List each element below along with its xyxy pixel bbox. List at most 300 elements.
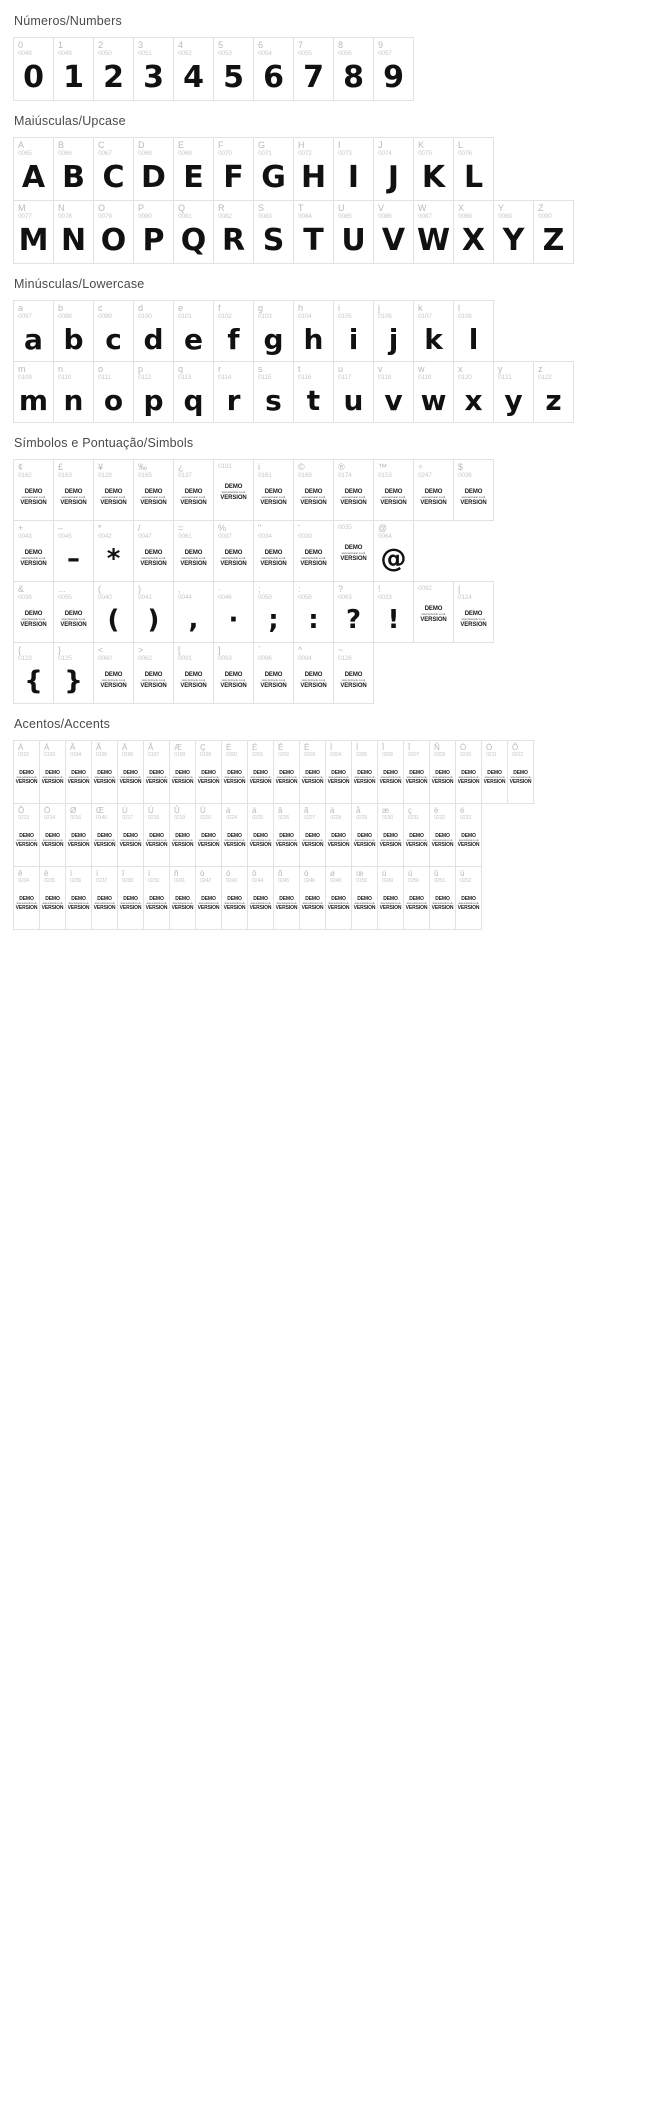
glyph-cell[interactable] — [195, 803, 222, 867]
glyph-cell[interactable] — [93, 200, 134, 264]
glyph-section — [0, 100, 661, 263]
glyph-cell[interactable] — [293, 520, 334, 582]
glyph-cell[interactable] — [533, 361, 574, 423]
glyph-meta — [214, 521, 253, 541]
glyph-cell[interactable] — [173, 300, 214, 362]
glyph-cell[interactable] — [293, 581, 334, 643]
glyph-preview: 3 — [143, 59, 164, 95]
glyph-cell[interactable] — [133, 520, 174, 582]
glyph-cell[interactable] — [293, 459, 334, 521]
glyph-cell[interactable] — [507, 740, 534, 804]
glyph-cell[interactable] — [413, 200, 454, 264]
glyph-cell[interactable] — [93, 642, 134, 704]
glyph-code-label: 0243 — [226, 878, 238, 885]
glyph-char-label: J — [378, 140, 383, 150]
glyph-cell[interactable] — [91, 740, 118, 804]
glyph-meta — [326, 741, 351, 759]
section-title: Acentos/Accents — [14, 717, 111, 731]
demo-watermark — [40, 822, 65, 866]
glyph-preview: C — [102, 159, 125, 195]
glyph-cell[interactable] — [221, 803, 248, 867]
demo-watermark — [196, 759, 221, 803]
glyph-cell[interactable] — [53, 520, 94, 582]
glyph-cell[interactable] — [213, 459, 254, 521]
glyph-cell[interactable] — [413, 459, 454, 521]
glyph-char-label: Ú — [148, 806, 154, 815]
glyph-cell[interactable] — [413, 300, 454, 362]
glyph-cell[interactable] — [253, 520, 294, 582]
glyph-meta — [378, 804, 403, 822]
glyph-char-label: ¿ — [178, 462, 184, 472]
glyph-cell[interactable] — [143, 740, 170, 804]
demo-line-3: VERSION — [180, 499, 207, 506]
glyph-code-label: 0197 — [148, 752, 160, 759]
glyph-row — [13, 581, 493, 642]
glyph-code-label: 0137 — [178, 472, 192, 480]
glyph-cell[interactable] — [91, 803, 118, 867]
demo-line-3: VERSION — [260, 560, 287, 567]
demo-watermark — [454, 480, 493, 520]
glyph-cell[interactable] — [453, 581, 494, 643]
glyph-char-label: } — [58, 645, 62, 655]
glyph-cell[interactable] — [253, 200, 294, 264]
glyph-cell[interactable] — [93, 459, 134, 521]
glyph-cell[interactable] — [453, 137, 494, 201]
glyph-cell[interactable] — [93, 300, 134, 362]
glyph-cell[interactable] — [93, 520, 134, 582]
glyph-cell[interactable] — [253, 300, 294, 362]
glyph-char-label: ® — [338, 462, 345, 472]
glyph-preview: Q — [180, 222, 207, 258]
glyph-cell[interactable] — [299, 803, 326, 867]
glyph-cell[interactable] — [213, 37, 254, 101]
glyph-cell[interactable] — [93, 137, 134, 201]
glyph-cell[interactable] — [133, 300, 174, 362]
glyph-cell[interactable] — [453, 459, 494, 521]
demo-line-3: VERSION — [119, 842, 142, 849]
demo-watermark — [174, 663, 213, 703]
glyph-meta — [454, 362, 493, 382]
glyph-cell[interactable] — [93, 361, 134, 423]
glyph-cell[interactable] — [453, 361, 494, 423]
glyph-cell[interactable] — [493, 361, 534, 423]
glyph-cell[interactable] — [413, 137, 454, 201]
glyph-meta — [254, 460, 293, 480]
glyph-char-label: Ë — [304, 743, 310, 752]
glyph-code-label: 0126 — [338, 655, 352, 663]
glyph-preview: V — [381, 222, 406, 258]
demo-watermark — [66, 822, 91, 866]
glyph-code-label: 0096 — [258, 655, 272, 663]
glyph-preview: 2 — [103, 59, 124, 95]
glyph-cell[interactable] — [453, 300, 494, 362]
glyph-cell[interactable] — [351, 803, 378, 867]
glyph-cell[interactable] — [293, 300, 334, 362]
glyph-meta — [414, 362, 453, 382]
demo-line-3: VERSION — [340, 499, 367, 506]
glyph-cell[interactable] — [39, 740, 66, 804]
demo-watermark — [374, 480, 413, 520]
glyph-cell[interactable] — [13, 520, 54, 582]
demo-line-1: DEMO — [24, 488, 43, 495]
glyph-cell[interactable] — [117, 866, 144, 930]
glyph-char-label: î — [122, 869, 125, 878]
demo-watermark — [294, 541, 333, 581]
glyph-grid — [0, 740, 661, 929]
glyph-cell[interactable] — [13, 740, 40, 804]
glyph-code-label: 0041 — [138, 594, 152, 602]
glyph-cell[interactable] — [403, 740, 430, 804]
glyph-cell[interactable] — [213, 642, 254, 704]
glyph-cell[interactable] — [213, 137, 254, 201]
glyph-cell[interactable] — [133, 581, 174, 643]
glyph-cell[interactable] — [93, 37, 134, 101]
glyph-cell[interactable] — [373, 459, 414, 521]
glyph-cell[interactable] — [53, 642, 94, 704]
glyph-cell[interactable] — [91, 866, 118, 930]
glyph-cell[interactable] — [133, 642, 174, 704]
demo-line-3: VERSION — [301, 779, 324, 786]
glyph-cell[interactable] — [133, 361, 174, 423]
glyph-cell[interactable] — [333, 361, 374, 423]
glyph-cell[interactable] — [173, 37, 214, 101]
glyph-code-label: 0116 — [298, 374, 312, 382]
demo-watermark — [40, 759, 65, 803]
glyph-char-label: 1 — [58, 40, 64, 50]
glyph-cell[interactable] — [13, 866, 40, 930]
glyph-cell[interactable] — [403, 866, 430, 930]
glyph-char-label: [ — [178, 645, 181, 655]
demo-line-2: www.tentuvok.co.uk — [302, 775, 323, 779]
glyph-cell[interactable] — [195, 866, 222, 930]
glyph-preview: p — [143, 383, 164, 417]
glyph-cell[interactable] — [373, 200, 414, 264]
demo-line-3: VERSION — [457, 842, 480, 849]
glyph-cell[interactable] — [13, 803, 40, 867]
demo-line-3: VERSION — [197, 779, 220, 786]
glyph-meta — [274, 867, 299, 885]
demo-line-1: DEMO — [357, 895, 372, 902]
glyph-cell[interactable] — [373, 37, 414, 101]
glyph-cell[interactable] — [293, 137, 334, 201]
glyph-cell[interactable] — [429, 803, 456, 867]
glyph-cell[interactable] — [173, 137, 214, 201]
glyph-cell[interactable] — [133, 459, 174, 521]
glyph-cell[interactable] — [293, 361, 334, 423]
glyph-meta — [254, 362, 293, 382]
demo-line-1: DEMO — [224, 549, 243, 556]
glyph-cell[interactable] — [13, 581, 54, 643]
glyph-cell[interactable] — [173, 459, 214, 521]
glyph-cell[interactable] — [247, 866, 274, 930]
glyph-cell[interactable] — [455, 803, 482, 867]
glyph-cell[interactable] — [429, 866, 456, 930]
glyph-cell[interactable] — [403, 803, 430, 867]
glyph-char-label: < — [98, 645, 104, 655]
glyph-code-label: 0068 — [138, 150, 152, 158]
glyph-char-label: j — [378, 303, 380, 313]
glyph-cell[interactable] — [299, 866, 326, 930]
glyph-cell[interactable] — [13, 300, 54, 362]
glyph-char-label: Ç — [200, 743, 206, 752]
glyph-cell[interactable] — [333, 581, 374, 643]
glyph-cell[interactable] — [173, 200, 214, 264]
demo-line-3: VERSION — [431, 905, 454, 912]
glyph-specimen-page — [0, 0, 661, 929]
glyph-cell[interactable] — [169, 866, 196, 930]
glyph-cell[interactable] — [333, 642, 374, 704]
glyph-cell[interactable] — [493, 200, 534, 264]
glyph-cell[interactable] — [53, 459, 94, 521]
glyph-char-label: D — [138, 140, 145, 150]
glyph-preview: e — [184, 322, 203, 356]
glyph-meta — [54, 301, 93, 321]
demo-line-1: DEMO — [64, 488, 83, 495]
glyph-cell[interactable] — [53, 581, 94, 643]
glyph-char-label: Ñ — [434, 743, 440, 752]
glyph-cell[interactable] — [65, 803, 92, 867]
glyph-preview: x — [464, 383, 483, 417]
glyph-char-label: È — [226, 743, 232, 752]
glyph-cell[interactable] — [351, 866, 378, 930]
glyph-cell[interactable] — [377, 740, 404, 804]
demo-line-3: VERSION — [140, 499, 167, 506]
glyph-cell[interactable] — [373, 300, 414, 362]
glyph-cell[interactable] — [413, 361, 454, 423]
glyph-cell[interactable] — [13, 642, 54, 704]
glyph-cell[interactable] — [373, 520, 414, 582]
glyph-code-label: 0203 — [304, 752, 316, 759]
glyph-meta — [14, 804, 39, 822]
glyph-cell[interactable] — [39, 866, 66, 930]
glyph-cell[interactable] — [213, 300, 254, 362]
glyph-cell[interactable] — [65, 740, 92, 804]
glyph-cell[interactable] — [413, 581, 454, 643]
glyph-cell[interactable] — [481, 740, 508, 804]
glyph-meta — [294, 201, 333, 221]
glyph-code-label: 0077 — [18, 213, 32, 221]
glyph-cell[interactable] — [195, 740, 222, 804]
glyph-cell[interactable] — [273, 740, 300, 804]
demo-watermark — [326, 885, 351, 929]
demo-watermark — [134, 541, 173, 581]
glyph-meta — [94, 582, 133, 602]
glyph-cell[interactable] — [351, 740, 378, 804]
glyph-char-label: z — [538, 364, 543, 374]
glyph-cell[interactable] — [253, 137, 294, 201]
demo-line-3: VERSION — [405, 905, 428, 912]
glyph-cell[interactable] — [333, 520, 374, 582]
glyph-cell[interactable] — [213, 200, 254, 264]
glyph-char-label: © — [298, 462, 305, 472]
glyph-cell[interactable] — [253, 37, 294, 101]
glyph-cell[interactable] — [213, 581, 254, 643]
demo-line-2: www.tentuvok.co.uk — [101, 494, 126, 499]
glyph-cell[interactable] — [173, 361, 214, 423]
demo-line-2: www.tentuvok.co.uk — [341, 551, 366, 555]
glyph-meta — [66, 867, 91, 885]
glyph-cell[interactable] — [293, 37, 334, 101]
glyph-cell[interactable] — [253, 459, 294, 521]
glyph-char-label: ñ — [174, 869, 179, 878]
glyph-code-label: 0210 — [460, 752, 472, 759]
glyph-char-label: y — [498, 364, 503, 374]
glyph-cell[interactable] — [65, 866, 92, 930]
demo-watermark — [214, 471, 253, 520]
glyph-row — [13, 200, 413, 263]
demo-line-2: www.tentuvok.co.uk — [172, 838, 193, 842]
glyph-char-label: H — [298, 140, 305, 150]
glyph-cell[interactable] — [273, 866, 300, 930]
demo-line-2: www.tentuvok.co.uk — [181, 677, 206, 682]
glyph-cell[interactable] — [221, 740, 248, 804]
glyph-meta — [352, 867, 377, 885]
glyph-cell[interactable] — [53, 200, 94, 264]
glyph-cell[interactable] — [93, 581, 134, 643]
glyph-char-label: T — [298, 203, 304, 213]
glyph-cell[interactable] — [325, 803, 352, 867]
glyph-cell[interactable] — [377, 803, 404, 867]
demo-line-3: VERSION — [275, 842, 298, 849]
glyph-cell[interactable] — [273, 803, 300, 867]
glyph-cell[interactable] — [325, 866, 352, 930]
glyph-cell[interactable] — [169, 803, 196, 867]
glyph-code-label: 0084 — [298, 213, 312, 221]
glyph-cell[interactable] — [377, 866, 404, 930]
glyph-cell[interactable] — [53, 361, 94, 423]
glyph-cell[interactable] — [253, 361, 294, 423]
glyph-cell[interactable] — [213, 361, 254, 423]
glyph-meta — [134, 582, 173, 602]
glyph-code-label: 0216 — [70, 815, 82, 822]
glyph-cell[interactable] — [533, 200, 574, 264]
demo-line-1: DEMO — [279, 769, 294, 776]
glyph-char-label: À — [18, 743, 24, 752]
glyph-char-label: C — [98, 140, 105, 150]
glyph-meta — [222, 867, 247, 885]
glyph-cell[interactable] — [117, 740, 144, 804]
demo-line-1: DEMO — [305, 769, 320, 776]
glyph-cell[interactable] — [429, 740, 456, 804]
glyph-meta — [14, 521, 53, 541]
glyph-cell[interactable] — [253, 581, 294, 643]
glyph-cell[interactable] — [13, 459, 54, 521]
glyph-char-label: ò — [200, 869, 205, 878]
glyph-meta — [508, 741, 533, 759]
glyph-cell[interactable] — [173, 520, 214, 582]
glyph-cell[interactable] — [13, 137, 54, 201]
glyph-cell[interactable] — [333, 200, 374, 264]
glyph-cell[interactable] — [221, 866, 248, 930]
demo-line-3: VERSION — [93, 842, 116, 849]
demo-line-1: DEMO — [331, 895, 346, 902]
glyph-cell[interactable] — [373, 581, 414, 643]
glyph-cell[interactable] — [13, 361, 54, 423]
glyph-cell[interactable] — [53, 37, 94, 101]
glyph-char-label: õ — [278, 869, 283, 878]
demo-watermark — [134, 480, 173, 520]
glyph-cell[interactable] — [53, 300, 94, 362]
demo-line-3: VERSION — [223, 905, 246, 912]
glyph-cell[interactable] — [253, 642, 294, 704]
glyph-cell[interactable] — [333, 300, 374, 362]
demo-line-1: DEMO — [435, 832, 450, 839]
glyph-cell[interactable] — [13, 200, 54, 264]
glyph-preview: · — [228, 605, 239, 636]
glyph-code-label: 0213 — [18, 815, 30, 822]
glyph-cell[interactable] — [247, 740, 274, 804]
glyph-cell[interactable] — [53, 137, 94, 201]
glyph-code-label: 0114 — [218, 374, 232, 382]
glyph-cell[interactable] — [173, 642, 214, 704]
glyph-cell[interactable] — [247, 803, 274, 867]
demo-line-1: DEMO — [279, 895, 294, 902]
glyph-preview: ! — [387, 605, 400, 636]
glyph-cell[interactable] — [333, 37, 374, 101]
demo-line-1: DEMO — [45, 769, 60, 776]
glyph-cell[interactable] — [373, 361, 414, 423]
demo-line-2: www.tentuvok.co.uk — [146, 901, 167, 905]
glyph-cell[interactable] — [325, 740, 352, 804]
glyph-cell[interactable] — [133, 137, 174, 201]
glyph-code-label: 0100 — [138, 313, 152, 321]
glyph-meta — [214, 582, 253, 602]
demo-line-3: VERSION — [353, 842, 376, 849]
demo-line-1: DEMO — [19, 769, 34, 776]
glyph-cell[interactable] — [213, 520, 254, 582]
glyph-meta — [94, 301, 133, 321]
demo-line-1: DEMO — [224, 671, 243, 678]
glyph-char-label: 2 — [98, 40, 104, 50]
glyph-cell[interactable] — [13, 37, 54, 101]
demo-line-1: DEMO — [461, 832, 476, 839]
glyph-cell[interactable] — [173, 581, 214, 643]
demo-line-1: DEMO — [305, 895, 320, 902]
glyph-cell[interactable] — [333, 137, 374, 201]
demo-line-1: DEMO — [144, 671, 163, 678]
demo-line-1: DEMO — [253, 895, 268, 902]
glyph-meta — [294, 521, 333, 541]
glyph-cell[interactable] — [39, 803, 66, 867]
demo-watermark — [174, 480, 213, 520]
glyph-cell[interactable] — [455, 866, 482, 930]
glyph-char-label: ¥ — [98, 462, 104, 472]
demo-line-2: www.tentuvok.co.uk — [42, 838, 63, 842]
glyph-preview: n — [63, 383, 84, 417]
glyph-cell[interactable] — [293, 642, 334, 704]
glyph-cell[interactable] — [133, 200, 174, 264]
glyph-code-label: 0206 — [382, 752, 394, 759]
glyph-char-label: e — [178, 303, 184, 313]
glyph-cell[interactable] — [293, 200, 334, 264]
glyph-cell[interactable] — [299, 740, 326, 804]
glyph-cell[interactable] — [333, 459, 374, 521]
glyph-cell[interactable] — [143, 866, 170, 930]
glyph-char-label: g — [258, 303, 264, 313]
glyph-cell[interactable] — [455, 740, 482, 804]
demo-line-3: VERSION — [327, 842, 350, 849]
demo-line-2: www.tentuvok.co.uk — [172, 901, 193, 905]
glyph-cell[interactable] — [133, 37, 174, 101]
glyph-cell[interactable] — [117, 803, 144, 867]
glyph-cell[interactable] — [373, 137, 414, 201]
glyph-cell[interactable] — [453, 200, 494, 264]
glyph-cell[interactable] — [169, 740, 196, 804]
glyph-char-label: ‰ — [138, 462, 147, 472]
glyph-code-label: 0198 — [174, 752, 186, 759]
glyph-cell[interactable] — [143, 803, 170, 867]
glyph-meta — [54, 521, 93, 541]
